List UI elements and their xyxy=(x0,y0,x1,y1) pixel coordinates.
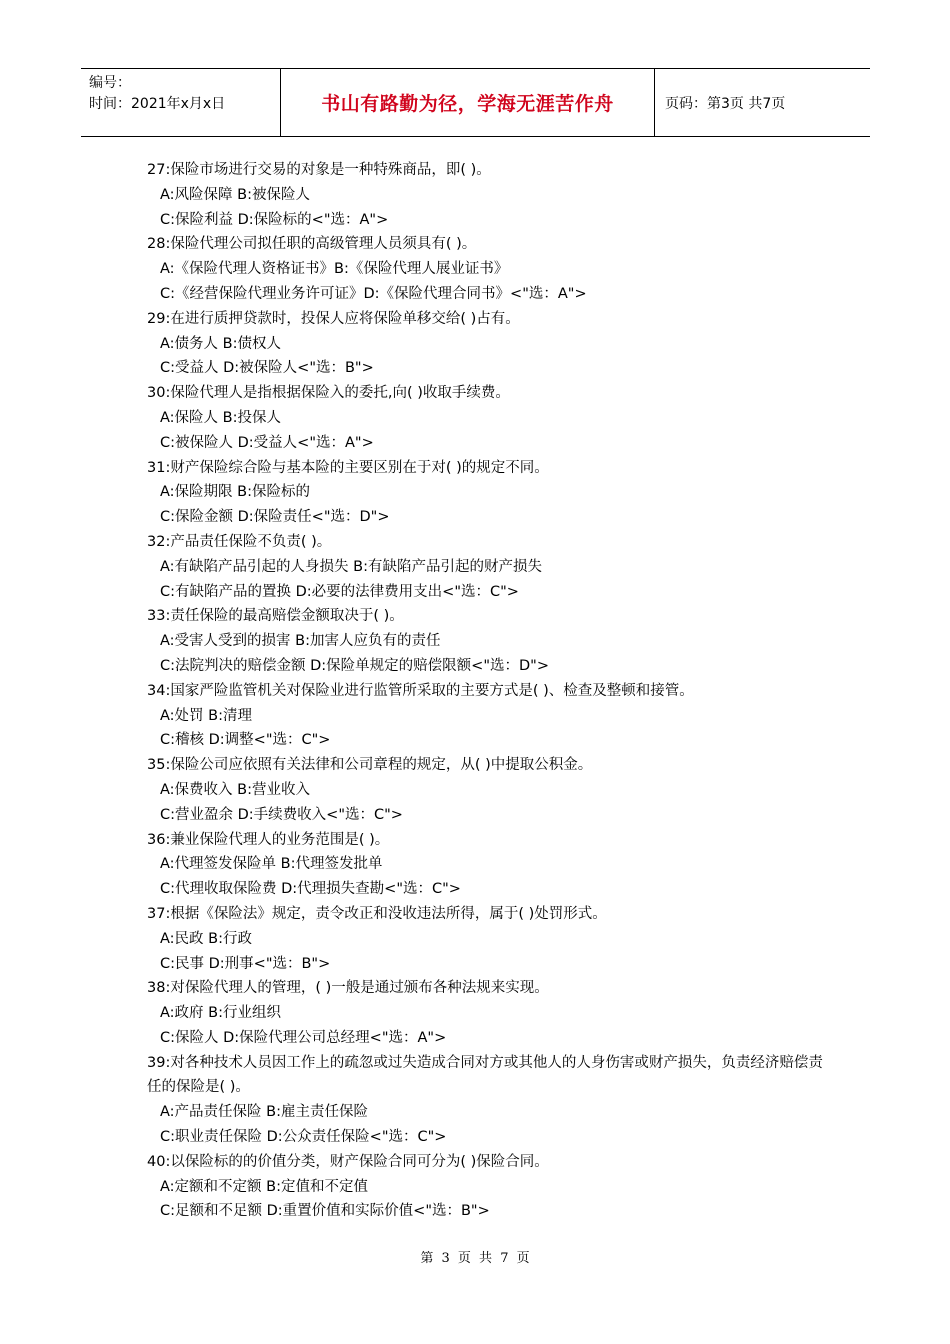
question-options-cd: C:有缺陷产品的置换 D:必要的法律费用支出<"选：C"> xyxy=(160,583,519,600)
question-options-ab: A:保险期限 B:保险标的 xyxy=(160,484,310,501)
question-item xyxy=(147,158,827,232)
question-stem: 38:对保险代理人的管理，( )一般是通过颁布各种法规来实现。 xyxy=(147,980,549,997)
question-item xyxy=(147,456,827,530)
question-options-cd: C:保险人 D:保险代理公司总经理<"选：A"> xyxy=(160,1029,447,1046)
question-options-cd: C:足额和不足额 D:重置价值和实际价值<"选：B"> xyxy=(160,1203,490,1220)
question-options-ab: A:保险人 B:投保人 xyxy=(160,409,281,426)
question-item xyxy=(147,828,827,902)
question-options-cd: C:法院判决的赔偿金额 D:保险单规定的赔偿限额<"选：D"> xyxy=(160,657,549,674)
question-stem: 37:根据《保险法》规定，责令改正和没收违法所得，属于( )处罚形式。 xyxy=(147,905,607,922)
question-item xyxy=(147,530,827,604)
question-options-cd: C:民事 D:刑事<"选：B"> xyxy=(160,955,331,972)
question-item xyxy=(147,381,827,455)
question-stem: 28:保险代理公司拟任职的高级管理人员须具有( )。 xyxy=(147,236,477,253)
question-stem: 36:兼业保险代理人的业务范围是( )。 xyxy=(147,831,390,848)
question-options-ab: A:风险保障 B:被保险人 xyxy=(160,186,310,203)
question-options-ab: A:定额和不定额 B:定值和不定值 xyxy=(160,1178,368,1195)
document-date: 时间：2021年x月x日 xyxy=(89,96,226,112)
question-item xyxy=(147,1051,827,1150)
question-options-ab: A:受害人受到的损害 B:加害人应负有的责任 xyxy=(160,633,441,650)
question-options-cd: C:保险利益 D:保险标的<"选：A"> xyxy=(160,211,389,228)
question-item xyxy=(147,1150,827,1224)
question-options-ab: A:处罚 B:清理 xyxy=(160,707,252,724)
question-stem: 30:保险代理人是指根据保险入的委托,向( )收取手续费。 xyxy=(147,385,510,402)
header-motto: 书山有路勤为径，学海无涯苦作舟 xyxy=(281,69,655,136)
question-stem: 32:产品责任保险不负责( )。 xyxy=(147,533,332,550)
question-options-ab: A:政府 B:行业组织 xyxy=(160,1005,281,1022)
question-options-ab: A:有缺陷产品引起的人身损失 B:有缺陷产品引起的财产损失 xyxy=(160,558,542,575)
page-header xyxy=(81,68,870,137)
question-options-cd: C:受益人 D:被保险人<"选：B"> xyxy=(160,360,374,377)
question-options-ab: A:《保险代理人资格证书》B:《保险代理人展业证书》 xyxy=(160,261,509,278)
document-number: 编号： xyxy=(89,75,131,91)
question-options-cd: C:职业责任保险 D:公众责任保险<"选：C"> xyxy=(160,1129,447,1146)
question-stem: 39:对各种技术人员因工作上的疏忽或过失造成合同对方或其他人的人身伤害或财产损失，负责经济赔偿责任的保险是( )。 xyxy=(147,1054,823,1096)
question-item xyxy=(147,902,827,976)
header-meta xyxy=(81,69,281,136)
question-item xyxy=(147,753,827,827)
question-options-ab: A:代理签发保险单 B:代理签发批单 xyxy=(160,856,383,873)
question-stem: 34:国家严险监管机关对保险业进行监管所采取的主要方式是( )、检查及整顿和接管。 xyxy=(147,682,694,699)
question-stem: 33:责任保险的最高赔偿金额取决于( )。 xyxy=(147,608,404,625)
question-item xyxy=(147,307,827,381)
question-options-ab: A:产品责任保险 B:雇主责任保险 xyxy=(160,1104,368,1121)
question-options-cd: C:保险金额 D:保险责任<"选：D"> xyxy=(160,509,390,526)
question-options-ab: A:债务人 B:债权人 xyxy=(160,335,281,352)
question-options-cd: C:《经营保险代理业务许可证》D:《保险代理合同书》<"选：A"> xyxy=(160,285,587,302)
question-list xyxy=(147,158,827,1224)
question-item xyxy=(147,679,827,753)
question-options-cd: C:稽核 D:调整<"选：C"> xyxy=(160,732,331,749)
question-stem: 27:保险市场进行交易的对象是一种特殊商品，即( )。 xyxy=(147,162,491,178)
header-page-number: 页码：第3页 共7页 xyxy=(665,95,786,112)
question-item xyxy=(147,976,827,1050)
question-item xyxy=(147,604,827,678)
question-stem: 40:以保险标的的价值分类，财产保险合同可分为( )保险合同。 xyxy=(147,1153,549,1170)
question-options-ab: A:民政 B:行政 xyxy=(160,930,252,947)
question-item xyxy=(147,232,827,306)
question-options-cd: C:代理收取保险费 D:代理损失查勘<"选：C"> xyxy=(160,881,461,898)
question-stem: 29:在进行质押贷款时，投保人应将保险单移交给( )占有。 xyxy=(147,310,520,327)
question-options-cd: C:被保险人 D:受益人<"选：A"> xyxy=(160,434,374,451)
page-footer: 第 3 页 共 7 页 xyxy=(420,1251,530,1266)
question-stem: 31:财产保险综合险与基本险的主要区别在于对( )的规定不同。 xyxy=(147,459,549,476)
question-stem: 35:保险公司应依照有关法律和公司章程的规定，从( )中提取公积金。 xyxy=(147,757,593,774)
question-options-cd: C:营业盈余 D:手续费收入<"选：C"> xyxy=(160,806,403,823)
question-options-ab: A:保费收入 B:营业收入 xyxy=(160,781,310,798)
